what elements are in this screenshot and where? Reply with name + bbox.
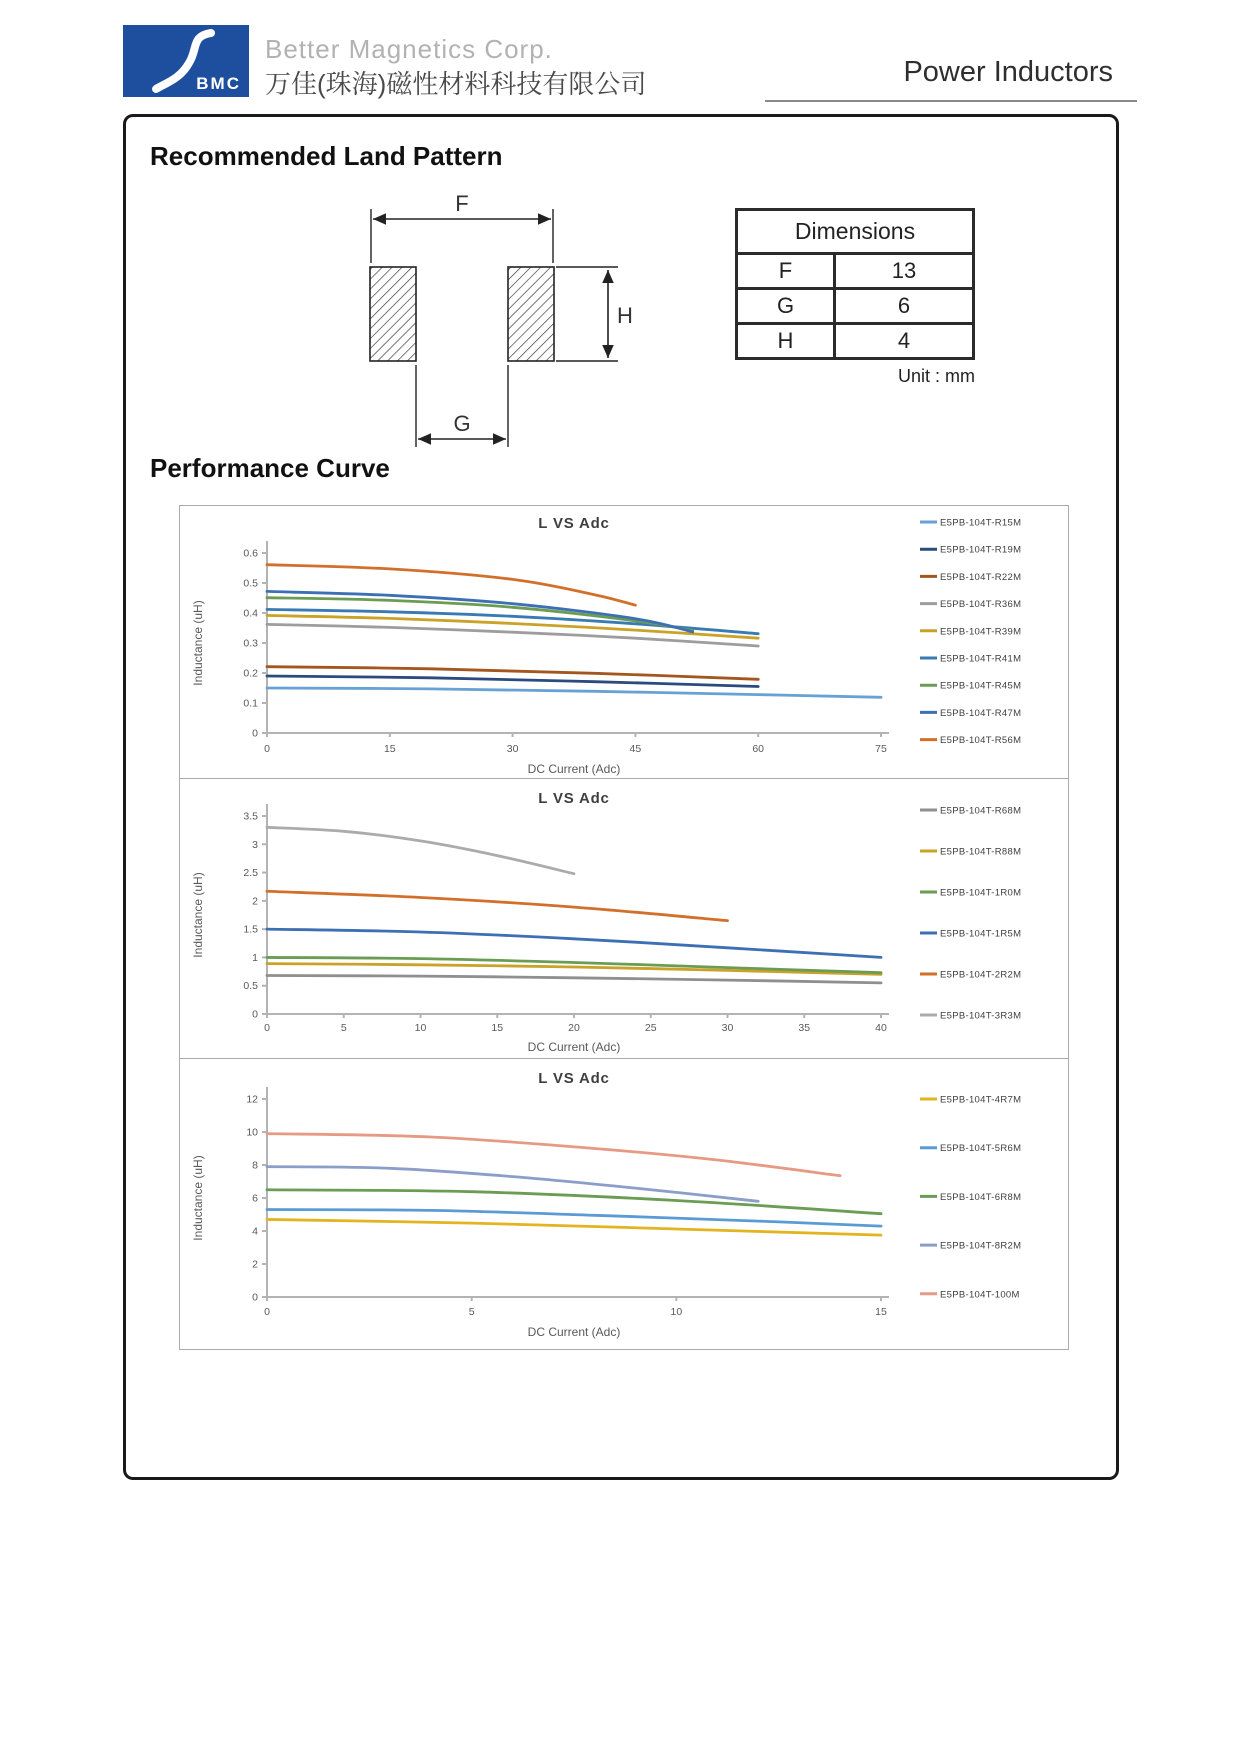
- legend-label: E5PB-104T-3R3M: [940, 1010, 1022, 1022]
- series-line-E5PB-104T-2R2M: [267, 891, 728, 920]
- performance-chart-2: [179, 778, 1069, 1061]
- x-tick-label: 5: [340, 1022, 347, 1034]
- y-tick-label: 0.5: [243, 980, 258, 993]
- x-tick-label: 30: [721, 1022, 734, 1034]
- legend-label: E5PB-104T-2R2M: [940, 969, 1022, 981]
- bmc-logo-graphic: [123, 25, 249, 97]
- dimension-row: [737, 324, 974, 359]
- page-title: Power Inductors: [903, 56, 1113, 88]
- series-line-E5PB-104T-100M: [267, 1134, 840, 1176]
- legend-label: E5PB-104T-R88M: [940, 846, 1022, 858]
- dimension-key: H: [737, 324, 835, 359]
- legend-label: E5PB-104T-R15M: [940, 517, 1022, 529]
- y-tick-label: 10: [246, 1126, 258, 1139]
- dimension-value: 13: [835, 254, 974, 289]
- x-tick-label: 0: [264, 1306, 270, 1318]
- x-axis-title: DC Current (Adc): [527, 1325, 621, 1339]
- x-tick-label: 75: [875, 743, 887, 755]
- y-tick-label: 0.5: [243, 577, 258, 590]
- y-tick-label: 3: [252, 838, 258, 851]
- axes: [267, 1087, 889, 1297]
- dimension-key: F: [737, 254, 835, 289]
- y-tick-label: 0.1: [243, 697, 258, 710]
- y-tick-label: 4: [252, 1225, 258, 1238]
- logo-bmc-text: BMC: [196, 74, 241, 93]
- legend-label: E5PB-104T-R39M: [940, 626, 1022, 638]
- y-tick-label: 6: [252, 1192, 258, 1205]
- chart-title: L VS Adc: [538, 515, 610, 532]
- performance-chart-3-svg: [180, 1059, 1068, 1349]
- company-name-en: Better Magnetics Corp.: [265, 34, 553, 64]
- axes: [267, 541, 889, 733]
- y-tick-label: 0.2: [243, 667, 258, 680]
- dimension-key: G: [737, 289, 835, 324]
- y-tick-label: 0.6: [243, 547, 258, 560]
- legend-label: E5PB-104T-1R5M: [940, 928, 1022, 940]
- dimension-value: 6: [835, 289, 974, 324]
- legend-label: E5PB-104T-R68M: [940, 805, 1022, 817]
- legend-label: E5PB-104T-8R2M: [940, 1240, 1022, 1252]
- x-tick-label: 15: [383, 743, 396, 755]
- header-rule: [765, 100, 1137, 102]
- y-tick-label: 12: [246, 1093, 258, 1106]
- legend-label: E5PB-104T-1R0M: [940, 887, 1022, 899]
- y-tick-label: 0.4: [243, 607, 258, 620]
- x-tick-label: 15: [491, 1022, 504, 1034]
- series-line-E5PB-104T-5R6M: [267, 1210, 881, 1227]
- y-tick-label: 1.5: [243, 923, 258, 936]
- dim-h-label: H: [617, 303, 633, 328]
- x-tick-label: 10: [670, 1306, 683, 1318]
- x-tick-label: 30: [506, 743, 519, 755]
- legend-label: E5PB-104T-R19M: [940, 544, 1022, 556]
- dimensions-table-title: Dimensions: [737, 210, 974, 254]
- x-tick-label: 0: [264, 743, 270, 755]
- y-tick-label: 1: [252, 951, 258, 964]
- performance-chart-1-svg: [180, 506, 1068, 780]
- y-axis-title: Inductance (uH): [191, 872, 205, 958]
- dimension-row: [737, 254, 974, 289]
- y-tick-label: 2: [252, 1258, 258, 1271]
- chart-title: L VS Adc: [538, 1070, 610, 1087]
- y-axis-title: Inductance (uH): [191, 600, 205, 686]
- unit-note: Unit : mm: [897, 366, 975, 386]
- performance-chart-1: [179, 505, 1069, 781]
- dim-g-label: G: [453, 411, 471, 436]
- performance-heading: Performance Curve: [150, 453, 390, 483]
- y-tick-label: 0: [252, 1008, 258, 1021]
- legend-label: E5PB-104T-R56M: [940, 735, 1022, 747]
- bmc-logo: [123, 25, 249, 97]
- x-tick-label: 0: [264, 1022, 270, 1034]
- legend-label: E5PB-104T-R47M: [940, 707, 1022, 719]
- x-tick-label: 40: [875, 1022, 887, 1034]
- pad-right: [508, 267, 554, 361]
- legend-label: E5PB-104T-6R8M: [940, 1191, 1022, 1203]
- x-tick-label: 25: [644, 1022, 657, 1034]
- x-tick-label: 20: [568, 1022, 580, 1034]
- dimension-value: 4: [835, 324, 974, 359]
- series-line-E5PB-104T-R15M: [267, 688, 881, 697]
- company-name-cn: 万佳(珠海)磁性材料科技有限公司: [265, 69, 647, 99]
- pad-left: [370, 267, 416, 361]
- y-tick-label: 2: [252, 895, 258, 908]
- x-tick-label: 5: [468, 1306, 475, 1318]
- chart-title: L VS Adc: [538, 790, 610, 807]
- x-axis-title: DC Current (Adc): [527, 1040, 621, 1054]
- legend-label: E5PB-104T-R45M: [940, 680, 1022, 692]
- x-tick-label: 15: [875, 1306, 887, 1318]
- x-tick-label: 35: [798, 1022, 811, 1034]
- land-pattern-heading: Recommended Land Pattern: [150, 141, 503, 171]
- y-tick-label: 8: [252, 1159, 258, 1172]
- performance-chart-3: [179, 1058, 1069, 1350]
- x-tick-label: 10: [414, 1022, 427, 1034]
- x-tick-label: 60: [752, 743, 765, 755]
- legend-label: E5PB-104T-R22M: [940, 571, 1022, 583]
- x-tick-label: 45: [629, 743, 642, 755]
- dimensions-table: [735, 208, 975, 360]
- legend-label: E5PB-104T-4R7M: [940, 1094, 1022, 1106]
- y-tick-label: 0: [252, 727, 258, 740]
- performance-chart-2-svg: [180, 779, 1068, 1060]
- y-tick-label: 0: [252, 1291, 258, 1304]
- series-line-E5PB-104T-8R2M: [267, 1167, 758, 1202]
- y-axis-title: Inductance (uH): [191, 1155, 205, 1241]
- series-line-E5PB-104T-1R5M: [267, 929, 881, 957]
- x-axis-title: DC Current (Adc): [527, 762, 621, 776]
- legend-label: E5PB-104T-100M: [940, 1289, 1020, 1301]
- dimension-row: [737, 289, 974, 324]
- legend-label: E5PB-104T-R36M: [940, 599, 1022, 611]
- y-tick-label: 2.5: [243, 867, 258, 880]
- y-tick-label: 3.5: [243, 810, 258, 823]
- y-tick-label: 0.3: [243, 637, 258, 650]
- legend-label: E5PB-104T-R41M: [940, 653, 1022, 665]
- series-line-E5PB-104T-3R3M: [267, 827, 574, 873]
- dim-f-label: F: [455, 195, 469, 216]
- legend-label: E5PB-104T-5R6M: [940, 1143, 1022, 1155]
- series-line-E5PB-104T-R68M: [267, 976, 881, 983]
- land-pattern-diagram: [355, 195, 655, 460]
